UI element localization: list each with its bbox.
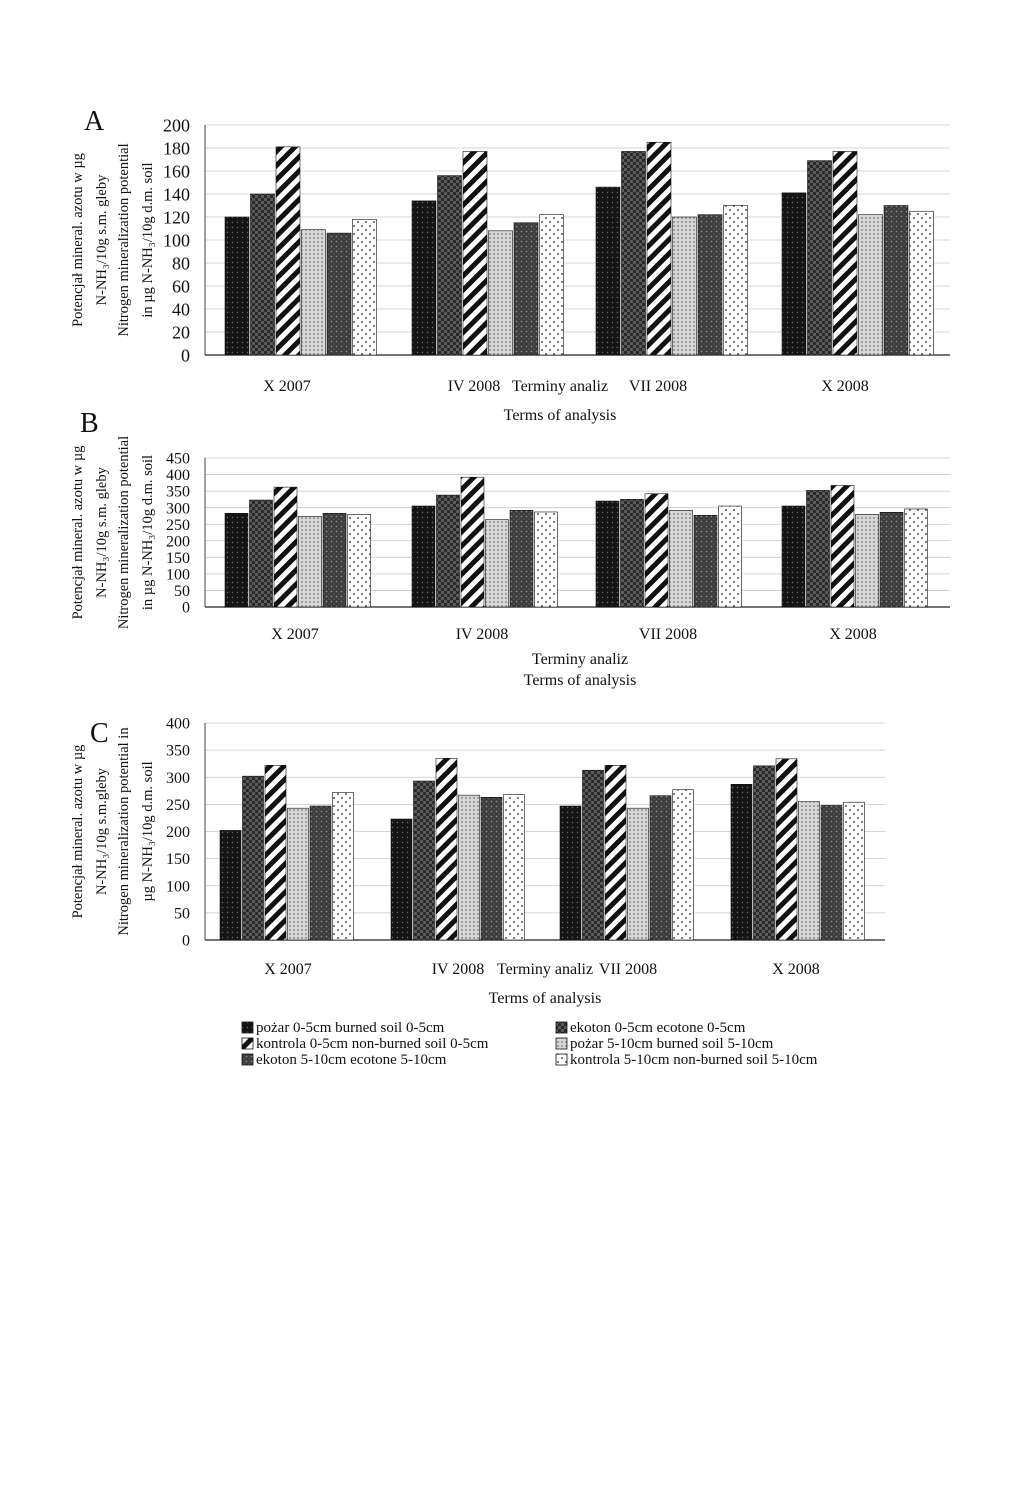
panel-c-bar-s5-c4 [821, 805, 842, 940]
panel-a-bar-s6-c1 [353, 219, 377, 355]
panel-b-bar-s2-c4 [807, 490, 830, 607]
panel-b-ytick-label-4: 200 [166, 533, 190, 551]
panel-b-bar-s5-c4 [880, 512, 903, 607]
panel-a-xlabel-line-2: Terms of analysis [503, 407, 617, 424]
panel-a-bar-s2-c3 [622, 151, 646, 355]
panel-a-bar-s6-c4 [910, 211, 934, 355]
chart-panels [70, 115, 950, 1007]
panel-c-bar-s2-c4 [754, 766, 775, 940]
panel-a-bar-s5-c1 [327, 233, 351, 355]
panel-b-ytick-label-3: 150 [166, 549, 190, 567]
panel-c-category-label-4: X 2008 [772, 961, 820, 978]
panel-b-bar-s3-c3 [645, 494, 668, 607]
legend-label-5: ekoton 5-10cm ecotone 5-10cm [256, 1052, 447, 1068]
panel-b-category-label-4: X 2008 [829, 626, 877, 643]
panel-a-ylabel-line-3: Nitrogen mineralization potential [116, 143, 132, 337]
panel-a-bar-s2-c1 [251, 194, 275, 355]
panel-c-bar-s1-c1 [220, 830, 241, 940]
panel-c-xlabel-line-2: Terms of analysis [488, 990, 602, 1007]
panel-a-ylabel-line-4: in µg N-NH₃/10g d.m. soil [140, 162, 156, 318]
legend-swatch-6 [556, 1054, 567, 1065]
legend-item-4 [556, 1036, 774, 1052]
panel-b-bar-s1-c2 [412, 506, 435, 607]
panel-b-bar-s3-c2 [461, 477, 484, 607]
legend-item-3 [242, 1036, 489, 1052]
panel-a-xlabel-line-1: Terminy analiz [511, 378, 609, 395]
panel-b-bar-s4-c3 [670, 510, 693, 607]
panel-c-bar-s4-c1 [288, 808, 309, 940]
legend-swatch-2 [556, 1022, 567, 1033]
legend-label-4: pożar 5-10cm burned soil 5-10cm [570, 1036, 774, 1052]
panel-a-ytick-label-6: 120 [163, 207, 190, 228]
panel-b-bar-s3-c1 [274, 487, 297, 607]
panel-b-ylabel-line-4: in µg N-NH₃/10g d.m. soil [140, 454, 156, 611]
panel-c-ylabel-line-4: µg N-NH₃/10g d.m. soil [140, 761, 156, 902]
panel-c-category-label-2: IV 2008 [431, 961, 485, 978]
legend-label-1: pożar 0-5cm burned soil 0-5cm [256, 1020, 445, 1036]
panel-b-bar-s5-c2 [510, 510, 533, 607]
legend-item-1 [242, 1020, 445, 1036]
legend-swatch-3 [242, 1038, 253, 1049]
legend-item-6 [556, 1052, 818, 1068]
panel-c-bar-s1-c4 [731, 784, 752, 940]
panel-a-bar-s1-c1 [225, 217, 249, 355]
panel-b-bar-s6-c3 [719, 506, 742, 607]
panel-c-bar-s5-c2 [481, 797, 502, 940]
panel-c [70, 716, 885, 1007]
panel-c-bar-s3-c3 [605, 765, 626, 940]
panel-c-ytick-label-8: 400 [166, 715, 190, 733]
panel-c-ylabel-line-3: Nitrogen mineralization potential in [116, 727, 132, 936]
panel-b-xlabel-line-2: Terms of analysis [523, 672, 637, 689]
panel-c-ytick-label-6: 300 [166, 769, 190, 787]
panel-a-ytick-label-0: 0 [181, 345, 190, 366]
legend-swatch-1 [242, 1022, 253, 1033]
panel-a-bar-s3-c1 [276, 147, 300, 355]
panel-b-ytick-label-8: 400 [166, 467, 190, 485]
panel-a-bar-s5-c3 [698, 215, 722, 355]
panel-b-ylabel-line-3: Nitrogen mineralization potential [116, 435, 132, 630]
legend-label-3: kontrola 0-5cm non-burned soil 0-5cm [256, 1036, 489, 1052]
panel-c-bar-s6-c1 [333, 792, 354, 940]
panel-b-bar-s2-c1 [250, 500, 273, 607]
panel-c-bar-s6-c2 [504, 795, 525, 940]
panel-b-ytick-label-0: 0 [182, 599, 190, 617]
panel-a-bar-s4-c1 [302, 230, 326, 355]
panel-b-ytick-label-1: 50 [174, 583, 190, 601]
panel-c-bar-s1-c2 [391, 819, 412, 940]
panel-c-bar-s2-c1 [243, 776, 264, 940]
panel-label-c: C [90, 718, 109, 749]
panel-b-bar-s6-c2 [535, 512, 558, 607]
panel-a-ytick-label-7: 140 [163, 184, 190, 205]
panel-label-b: B [80, 408, 99, 439]
panel-a-category-label-3: VII 2008 [628, 378, 688, 395]
panel-c-bar-s5-c1 [310, 806, 331, 940]
panel-a-bar-s1-c2 [412, 201, 436, 355]
panel-a-bar-s3-c3 [647, 142, 671, 355]
panel-c-ytick-label-7: 350 [166, 742, 190, 760]
panel-b-bar-s1-c1 [225, 513, 248, 607]
panel-b-ytick-label-9: 450 [166, 450, 190, 468]
panel-c-xlabel-line-1: Terminy analiz [496, 961, 594, 978]
panel-b-ytick-label-6: 300 [166, 500, 190, 518]
panel-a-ytick-label-2: 40 [172, 299, 190, 320]
panel-c-bar-s6-c3 [673, 790, 694, 940]
legend-swatch-4 [556, 1038, 567, 1049]
panel-b-bar-s2-c2 [437, 495, 460, 607]
panel-c-bar-s2-c2 [414, 781, 435, 940]
panel-a-category-label-4: X 2008 [821, 378, 869, 395]
panel-a-ytick-label-9: 180 [163, 138, 190, 159]
panel-c-ylabel-line-2: N-NH₃/10g s.m.gleby [94, 767, 110, 896]
panel-a-bar-s4-c3 [673, 217, 697, 355]
panel-b-ylabel-line-2: N-NH₃/10g s.m. gleby [94, 467, 110, 598]
panel-a-bar-s2-c4 [808, 161, 832, 355]
panel-c-ytick-label-5: 250 [166, 796, 190, 814]
panel-b [70, 436, 950, 689]
panel-b-bar-s3-c4 [831, 485, 854, 607]
panel-a-bar-s1-c3 [596, 187, 620, 355]
panel-a-ytick-label-8: 160 [163, 161, 190, 182]
panel-a-ytick-label-3: 60 [172, 276, 190, 297]
panel-a-bar-s6-c3 [724, 206, 748, 356]
panel-b-ytick-label-2: 100 [166, 566, 190, 584]
panel-c-bar-s4-c3 [628, 808, 649, 940]
panel-b-bar-s4-c4 [856, 514, 879, 607]
panel-c-ytick-label-0: 0 [182, 932, 190, 950]
panel-c-bar-s4-c4 [799, 802, 820, 940]
panel-b-bar-s6-c1 [348, 514, 371, 607]
panel-c-ytick-label-3: 150 [166, 851, 190, 869]
panel-b-ytick-label-5: 250 [166, 516, 190, 534]
panel-c-ylabel-line-1: Potencjał mineral. azotu w µg [70, 744, 86, 919]
panel-b-bar-s2-c3 [621, 499, 644, 607]
panel-a-ytick-label-10: 200 [163, 115, 190, 136]
panel-a-ylabel-line-1: Potencjał mineral. azotu w µg [70, 153, 86, 327]
panel-b-ylabel-line-1: Potencjał mineral. azotu w µg [70, 445, 86, 620]
panel-a-bar-s6-c2 [540, 215, 564, 355]
panel-c-bar-s6-c4 [844, 802, 865, 940]
panel-c-bar-s3-c1 [265, 765, 286, 940]
panel-c-category-label-3: VII 2008 [598, 961, 658, 978]
panel-a [70, 115, 950, 424]
legend-item-2 [556, 1020, 746, 1036]
panel-b-ytick-label-7: 350 [166, 483, 190, 501]
panel-b-xlabel-line-1: Terminy analiz [531, 651, 629, 668]
panel-a-category-label-2: IV 2008 [447, 378, 501, 395]
panel-b-category-label-2: IV 2008 [455, 626, 509, 643]
panel-b-bar-s6-c4 [905, 509, 928, 607]
panel-c-ytick-label-1: 50 [174, 905, 190, 923]
panel-c-ytick-label-2: 100 [166, 878, 190, 896]
panel-b-bar-s1-c4 [782, 506, 805, 607]
panel-a-bar-s2-c2 [438, 176, 462, 355]
legend-label-2: ekoton 0-5cm ecotone 0-5cm [570, 1020, 746, 1036]
panel-a-ytick-label-1: 20 [172, 322, 190, 343]
panel-a-bar-s5-c2 [514, 223, 538, 355]
panel-b-bar-s1-c3 [596, 501, 619, 607]
panel-label-a: A [84, 106, 105, 137]
panel-c-bar-s3-c2 [436, 758, 457, 940]
legend-swatch-5 [242, 1054, 253, 1065]
panel-b-bar-s5-c3 [694, 515, 717, 607]
panel-a-ytick-label-5: 100 [163, 230, 190, 251]
legend [242, 1020, 818, 1068]
panel-b-category-label-3: VII 2008 [638, 626, 698, 643]
panel-a-category-label-1: X 2007 [263, 378, 311, 395]
legend-label-6: kontrola 5-10cm non-burned soil 5-10cm [570, 1052, 818, 1068]
panel-c-bar-s4-c2 [459, 795, 480, 940]
panel-c-bar-s3-c4 [776, 759, 797, 940]
panel-a-bar-s5-c4 [884, 206, 908, 356]
panel-a-bar-s4-c2 [489, 231, 513, 355]
panel-a-ytick-label-4: 80 [172, 253, 190, 274]
panel-c-bar-s1-c3 [560, 806, 581, 940]
panel-c-ytick-label-4: 200 [166, 824, 190, 842]
panel-b-bar-s4-c1 [299, 516, 322, 607]
panel-b-bar-s5-c1 [323, 513, 346, 607]
panel-a-bar-s3-c2 [463, 151, 487, 355]
panel-c-bar-s2-c3 [583, 770, 604, 940]
panel-a-bar-s1-c4 [782, 193, 806, 355]
panel-b-bar-s4-c2 [486, 520, 509, 607]
panel-c-bar-s5-c3 [650, 796, 671, 940]
legend-item-5 [242, 1052, 447, 1068]
panel-a-bar-s3-c4 [833, 151, 857, 355]
panel-b-category-label-1: X 2007 [271, 626, 319, 643]
panel-a-bar-s4-c4 [859, 215, 883, 355]
panel-a-ylabel-line-2: N-NH₃/10g s.m. gleby [94, 174, 110, 306]
panel-c-category-label-1: X 2007 [264, 961, 312, 978]
